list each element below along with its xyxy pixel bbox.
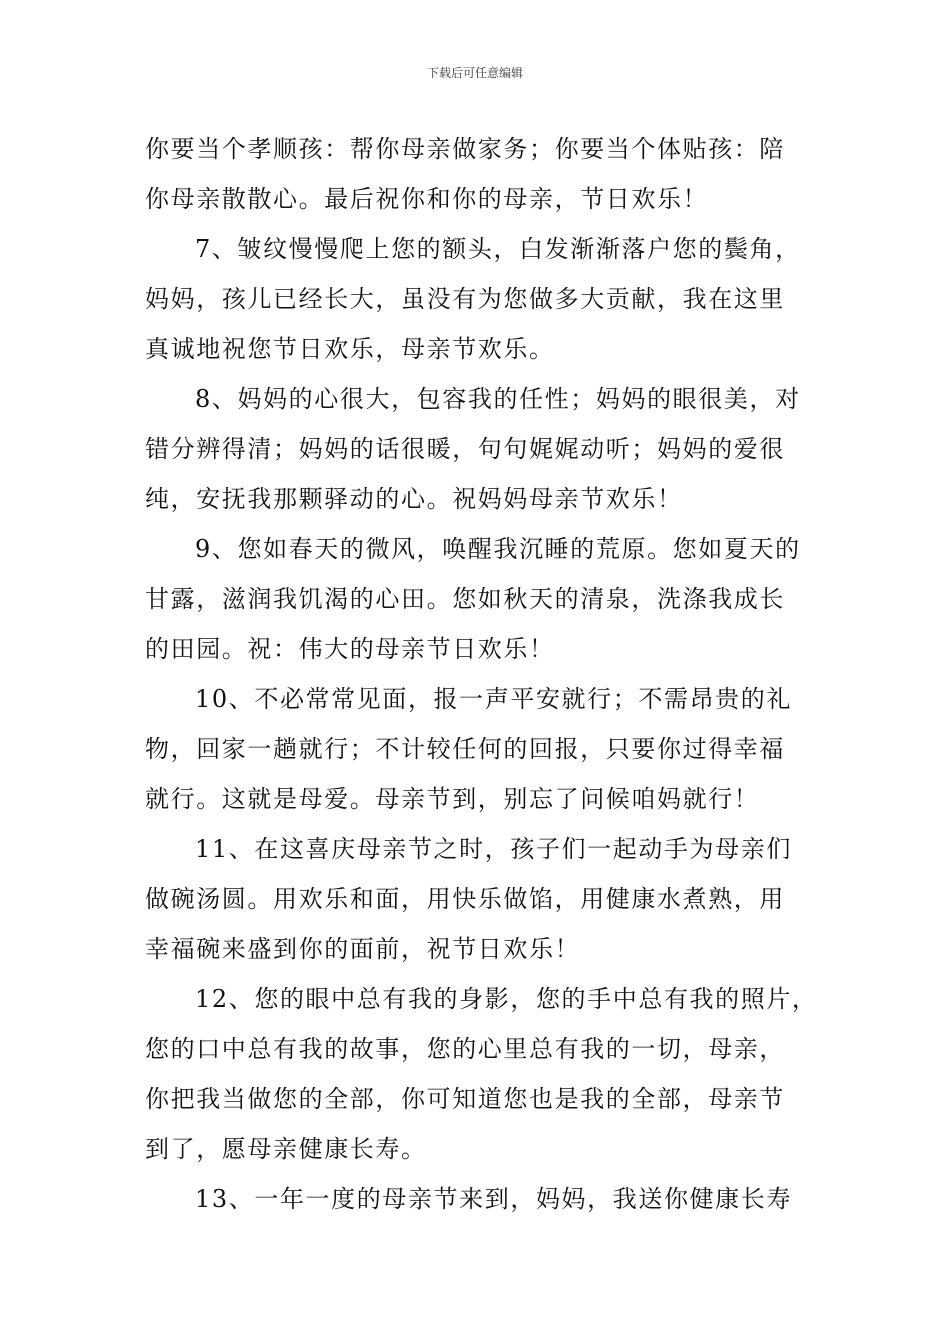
paragraph-8 — [145, 374, 813, 524]
paragraph-11 — [145, 824, 813, 974]
text-line: 10、不必常常见面，报一声平安就行；不需昂贵的礼 — [195, 685, 792, 713]
paragraph-10 — [145, 674, 813, 824]
text-line: 甘露，滋润我饥渴的心田。您如秋天的清泉，洗涤我成长 — [145, 585, 785, 613]
text-line: 妈妈，孩儿已经长大，虽没有为您做多大贡献，我在这里 — [145, 285, 785, 313]
paragraph-9 — [145, 524, 813, 674]
text-line: 13、一年一度的母亲节来到，妈妈，我送你健康长寿 — [195, 1185, 792, 1213]
text-line: 做碗汤圆。用欢乐和面，用快乐做馅，用健康水煮熟，用 — [145, 885, 785, 913]
paragraph-1 — [145, 124, 813, 224]
paragraph-12 — [145, 974, 818, 1174]
page-header: 下载后可任意编辑 — [426, 66, 523, 80]
text-line: 就行。这就是母爱。母亲节到，别忘了问候咱妈就行！ — [145, 785, 760, 813]
text-line: 7、皱纹慢慢爬上您的额头，白发渐渐落户您的鬓角， — [195, 235, 801, 263]
text-line: 物，回家一趟就行；不计较任何的回报，只要你过得幸福 — [145, 735, 785, 763]
text-line: 你把我当做您的全部，你可知道您也是我的全部，母亲节 — [145, 1085, 785, 1113]
text-line: 您的口中总有我的故事，您的心里总有我的一切，母亲， — [145, 1035, 785, 1063]
text-line: 9、您如春天的微风，唤醒我沉睡的荒原。您如夏天的 — [195, 535, 801, 563]
text-line: 你要当个孝顺孩：帮你母亲做家务；你要当个体贴孩：陪 — [145, 135, 785, 163]
document-body — [145, 124, 818, 1224]
text-line: 错分辨得清；妈妈的话很暖，句句娓娓动听；妈妈的爱很 — [145, 435, 785, 463]
text-line: 8、妈妈的心很大，包容我的任性；妈妈的眼很美，对 — [195, 385, 801, 413]
paragraph-7 — [145, 224, 813, 374]
text-line: 真诚地祝您节日欢乐，母亲节欢乐。 — [145, 335, 555, 363]
text-line: 11、在这喜庆母亲节之时，孩子们一起动手为母亲们 — [195, 835, 792, 863]
text-line: 你母亲散散心。最后祝你和你的母亲，节日欢乐！ — [145, 185, 709, 213]
text-line: 幸福碗来盛到你的面前，祝节日欢乐！ — [145, 935, 581, 963]
text-line: 的田园。祝：伟大的母亲节日欢乐！ — [145, 635, 555, 663]
text-line: 12、您的眼中总有我的身影，您的手中总有我的照片， — [195, 985, 818, 1013]
text-line: 纯，安抚我那颗驿动的心。祝妈妈母亲节欢乐！ — [145, 485, 683, 513]
text-line: 到了，愿母亲健康长寿。 — [145, 1135, 427, 1163]
paragraph-13 — [145, 1174, 813, 1224]
